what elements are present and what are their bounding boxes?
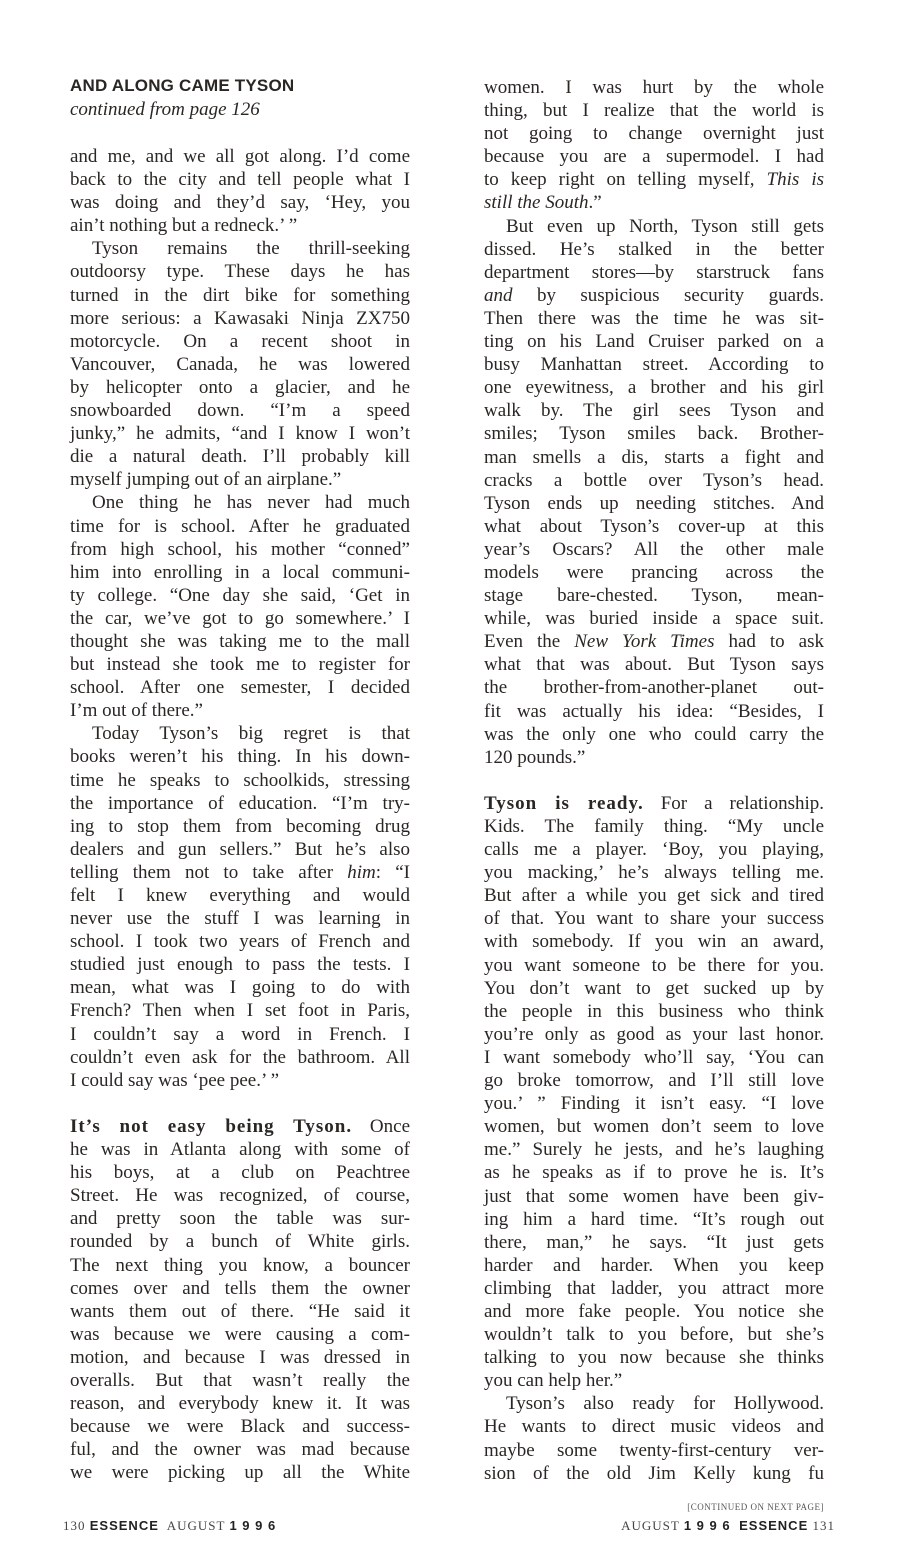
text-line: snowboarded down. “I’m a speed	[70, 400, 410, 422]
text-run: : “I	[375, 861, 410, 883]
text-line: Tyson ends up needing stitches. And	[484, 492, 824, 514]
text-run: Once	[352, 1115, 411, 1137]
text-line: the importance of education. “I’m try-	[70, 792, 410, 814]
text-line: Street. He was recognized, of course,	[70, 1185, 410, 1207]
text-line: because you are a supermodel. I had	[484, 146, 824, 168]
text-line: turned in the dirt bike for something	[70, 284, 410, 306]
text-line: the people in this business who think	[484, 1000, 824, 1022]
text-line: more serious: a Kawasaki Ninja ZX750	[70, 307, 410, 329]
text-line: school. I took two years of French and	[70, 931, 410, 953]
text-line: and pretty soon the table was sur-	[70, 1208, 410, 1230]
text-line: school. After one semester, I decided	[70, 677, 410, 699]
text-line: me.” Surely he jests, and he’s laughing	[484, 1139, 824, 1161]
text-line: department stores—by starstruck fans	[484, 261, 824, 283]
text-line: back to the city and tell people what I	[70, 169, 410, 191]
paragraph-break	[70, 1092, 410, 1115]
text-line: sion of the old Jim Kelly kung fu	[484, 1462, 824, 1484]
text-line	[70, 1115, 410, 1138]
text-line: I could say was ‘pee pee.’ ”	[70, 1069, 280, 1091]
text-line: him into enrolling in a local communi-	[70, 561, 410, 583]
text-line: rounded by a bunch of White girls.	[70, 1231, 410, 1253]
text-line: women. I was hurt by the whole	[484, 77, 824, 98]
text-line: motorcycle. On a recent shoot in	[70, 330, 410, 352]
text-line: outdoorsy type. These days he has	[70, 261, 410, 283]
text-line: man smells a dis, starts a fight and	[484, 446, 824, 468]
text-line: motion, and because I was dressed in	[70, 1346, 410, 1368]
continued-from-note: continued from page 126	[70, 99, 260, 120]
issue-year: 1 9 9 6	[229, 1518, 277, 1533]
continued-on-next-page: [CONTINUED ON NEXT PAGE]	[687, 1502, 824, 1512]
text-line: felt I knew everything and would	[70, 885, 410, 906]
text-line: there, man,” he says. “It just gets	[484, 1231, 824, 1253]
text-line: mean, what was I going to do with	[70, 977, 410, 999]
right-column	[484, 76, 824, 1485]
text-run: Even the	[484, 631, 575, 653]
text-line: I’m out of there.”	[70, 700, 203, 722]
text-line: because we were Black and success-	[70, 1416, 410, 1438]
text-line: The next thing you know, a bouncer	[70, 1254, 410, 1276]
text-line: busy Manhattan street. According to	[484, 354, 824, 376]
text-line: you’re only as good as your last honor.	[484, 1023, 824, 1045]
text-line: ain’t nothing but a redneck.’ ”	[70, 215, 298, 237]
text-line: his boys, at a club on Peachtree	[70, 1162, 410, 1184]
text-line: 120 pounds.”	[484, 746, 586, 768]
text-line: reason, and everybody knew it. It was	[70, 1393, 410, 1415]
text-line: you macking,’ he’s always telling me.	[484, 862, 824, 884]
text-line: But after a while you get sick and tired	[484, 885, 824, 907]
text-line: Kids. The family thing. “My uncle	[484, 816, 824, 837]
text-line: while, was buried inside a space suit.	[484, 608, 824, 630]
text-line: Then there was the time he was sit-	[484, 307, 824, 329]
text-line: just that some women have been giv-	[484, 1185, 824, 1207]
text-line: and me, and we all got along. I’d come	[70, 146, 410, 167]
text-line: not going to change overnight just	[484, 123, 824, 145]
page-number-right: 131	[812, 1518, 835, 1533]
text-run: .”	[588, 192, 602, 214]
text-line: we were picking up all the White	[70, 1462, 410, 1484]
text-line: overalls. But that wasn’t really the	[70, 1369, 410, 1391]
section-lead-in: Tyson is ready.	[484, 792, 644, 814]
text-line: models were prancing across the	[484, 561, 824, 583]
text-line: talking to you now because she thinks	[484, 1347, 824, 1369]
text-line: books weren’t his thing. In his down-	[70, 746, 410, 768]
text-line: comes over and tells them the owner	[70, 1277, 410, 1299]
footer-right	[621, 1518, 835, 1534]
text-line: ing to stop them from becoming drug	[70, 815, 410, 837]
text-line	[70, 861, 410, 884]
text-line: women, but women don’t seem to love	[484, 1116, 824, 1138]
text-line: fit was actually his idea: “Besides, I	[484, 700, 824, 722]
italic-text: him	[347, 861, 376, 883]
text-line: you.’ ” Finding it isn’t easy. “I love	[484, 1093, 824, 1115]
text-run: by suspicious security guards.	[512, 284, 824, 306]
text-line: dealers and gun sellers.” But he’s also	[70, 838, 410, 860]
text-line: you can help her.”	[484, 1370, 623, 1392]
text-line: I couldn’t say a word in French. I	[70, 1023, 410, 1045]
text-line: harder and harder. When you keep	[484, 1254, 824, 1276]
text-line: calls me a player. ‘Boy, you playing,	[484, 839, 824, 861]
article-heading: AND ALONG CAME TYSON	[70, 76, 295, 95]
issue-year: 1 9 9 6	[683, 1518, 731, 1533]
text-line	[484, 630, 824, 653]
text-line: as he speaks as if to prove he is. It’s	[484, 1162, 824, 1184]
text-line: never use the stuff I was learning in	[70, 908, 410, 930]
text-line	[484, 792, 824, 815]
italic-text: still the South	[484, 192, 589, 214]
text-line: myself jumping out of an airplane.”	[70, 469, 342, 491]
text-line: the brother-from-another-planet out-	[484, 677, 824, 699]
issue-month: AUGUST	[166, 1518, 226, 1533]
issue-month: AUGUST	[621, 1518, 680, 1533]
text-line: climbing that ladder, you attract more	[484, 1277, 824, 1299]
text-line: was doing and they’d say, ‘Hey, you	[70, 192, 410, 214]
text-line: from high school, his mother “conned”	[70, 538, 410, 560]
text-line	[484, 284, 824, 307]
text-run: For a relationship.	[643, 792, 824, 814]
text-line: by helicopter onto a glacier, and he	[70, 376, 410, 398]
text-line	[484, 168, 824, 191]
text-line: cracks a bottle over Tyson’s head.	[484, 469, 824, 491]
text-line: couldn’t even ask for the bathroom. All	[70, 1046, 410, 1068]
text-line: junky,” he admits, “and I know I won’t	[70, 423, 410, 445]
text-line: walk by. The girl sees Tyson and	[484, 400, 824, 422]
text-line: He wants to direct music videos and	[484, 1416, 824, 1438]
text-line: what that was about. But Tyson says	[484, 654, 824, 676]
italic-text: and	[484, 284, 513, 306]
text-line: Tyson remains the thrill-seeking	[92, 238, 410, 260]
text-line: wants them out of there. “He said it	[70, 1300, 410, 1322]
text-line: you want someone to be there for you.	[484, 954, 824, 976]
page-number-left: 130	[63, 1518, 86, 1533]
text-line: ful, and the owner was mad because	[70, 1439, 410, 1461]
text-line: ing him a hard time. “It’s rough out	[484, 1208, 824, 1230]
text-line: die a natural death. I’ll probably kill	[70, 446, 410, 468]
text-line: dissed. He’s stalked in the better	[484, 238, 824, 260]
text-line: One thing he has never had much	[92, 492, 410, 514]
text-run: to keep right on telling myself,	[484, 169, 767, 191]
text-run: had to ask	[714, 631, 824, 653]
text-line: I want somebody who’ll say, ‘You can	[484, 1046, 824, 1068]
text-line: thing, but I realize that the world is	[484, 100, 824, 122]
text-line: the car, we’ve got to go somewhere.’ I	[70, 607, 410, 629]
text-line: Today Tyson’s big regret is that	[92, 723, 410, 745]
text-line: but instead she took me to register for	[70, 654, 410, 676]
text-line: time for is school. After he graduated	[70, 515, 410, 537]
italic-text: This is	[766, 169, 824, 191]
italic-text: New York Times	[574, 631, 715, 653]
text-line: was the only one who could carry the	[484, 723, 824, 745]
text-line: go broke tomorrow, and I’ll still love	[484, 1070, 824, 1092]
text-line: ting on his Land Cruiser parked on a	[484, 331, 824, 353]
paragraph-break	[484, 769, 824, 792]
text-line: smiles; Tyson smiles back. Brother-	[484, 423, 824, 445]
text-line: one eyewitness, a brother and his girl	[484, 377, 824, 399]
text-line: studied just enough to pass the tests. I	[70, 954, 410, 976]
text-run: telling them not to take after	[70, 861, 348, 883]
text-line: he was in Atlanta along with some of	[70, 1139, 410, 1161]
text-line: was because we were causing a com-	[70, 1323, 410, 1345]
text-line: what about Tyson’s cover-up at this	[484, 515, 824, 537]
text-line: with somebody. If you win an award,	[484, 931, 824, 953]
magazine-name: ESSENCE	[89, 1518, 159, 1533]
magazine-name: ESSENCE	[739, 1518, 809, 1533]
text-line	[484, 191, 824, 214]
text-line: time he speaks to schoolkids, stressing	[70, 769, 410, 791]
text-line: wouldn’t talk to you before, but she’s	[484, 1324, 824, 1346]
text-line: of that. You want to share your success	[484, 908, 824, 930]
text-line: maybe some twenty-first-century ver-	[484, 1439, 824, 1461]
text-line: ty college. “One day she said, ‘Get in	[70, 584, 410, 606]
text-line: Tyson’s also ready for Hollywood.	[506, 1393, 824, 1415]
text-line: Vancouver, Canada, he was lowered	[70, 353, 410, 375]
footer-left	[63, 1518, 276, 1534]
left-column	[70, 145, 410, 1484]
text-line: thought she was taking me to the mall	[70, 630, 410, 652]
section-lead-in: It’s not easy being Tyson.	[70, 1115, 353, 1137]
text-line: You don’t want to get sucked up by	[484, 977, 824, 999]
text-line: French? Then when I set foot in Paris,	[70, 1000, 410, 1022]
text-line: year’s Oscars? All the other male	[484, 538, 824, 560]
text-line: But even up North, Tyson still gets	[506, 215, 824, 237]
text-line: stage bare-chested. Tyson, mean-	[484, 585, 824, 607]
text-line: and more fake people. You notice she	[484, 1300, 824, 1322]
